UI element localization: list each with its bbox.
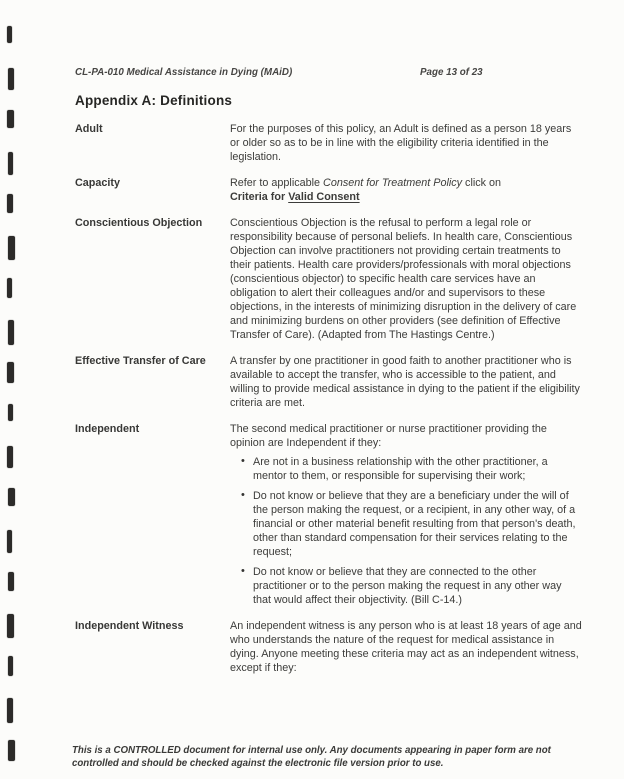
binding-mark — [7, 194, 13, 213]
binding-mark — [8, 236, 15, 260]
definition-term: Capacity — [75, 177, 121, 189]
definition-paragraph — [230, 216, 582, 342]
definition-term: Independent Witness — [75, 620, 184, 632]
definition-body — [230, 619, 582, 675]
bullet-item: • Do not know or believe that they are a beneficiary under the will of the person making the request, or a recipient, in any other way, of a financial or other material benefit resulting from that person's death, other than standard compensation for their services relating to the request; — [240, 489, 582, 559]
page-content — [72, 66, 599, 769]
definition-row — [75, 176, 599, 204]
footer-controlled-notice: This is a CONTROLLED document for internal use only. Any documents appearing in paper form are not controlled and should be checked against the electronic file version prior to use. — [72, 745, 551, 769]
binding-mark — [8, 152, 13, 175]
definition-body — [230, 354, 582, 410]
text-segment: The second medical practitioner or nurse practitioner providing the opinion are Independent if they: — [230, 423, 547, 449]
definition-term: Conscientious Objection — [75, 217, 203, 229]
definitions-list — [75, 122, 599, 675]
definition-row — [75, 216, 599, 342]
definition-term: Independent — [75, 423, 140, 435]
text-segment: Criteria for — [230, 191, 289, 203]
binding-mark — [8, 68, 14, 90]
definition-row — [75, 354, 599, 410]
definition-bullet-list — [230, 455, 582, 607]
definition-paragraph — [230, 422, 582, 450]
text-segment: A transfer by one practitioner in good faith to another practitioner who is available to accept the transfer, who is accessible to the patient, and willing to provide medical assistance in dying to the patient if the eligibility criteria are met. — [230, 355, 580, 409]
valid-consent-link[interactable]: Valid Consent — [288, 191, 360, 203]
definition-paragraph — [230, 122, 582, 164]
binding-mark — [8, 488, 15, 506]
bullet-item: • Do not know or believe that they are connected to the other practitioner or to the person making the request in any other way that would affect their objectivity. (Bill C-14.) — [240, 565, 582, 607]
text-segment: Consent for Treatment Policy — [323, 177, 463, 189]
definition-paragraph — [230, 176, 582, 204]
binding-mark — [8, 740, 15, 761]
text-segment: Conscientious Objection is the refusal to perform a legal role or responsibility because of personal beliefs. In health care, Conscientious Objection can involve practitioners not providing certain treatments to their patients. Health care providers/professionals with moral objections (conscientious objector) to specific health care services have an obligation to alert their colleagues and/or and supervisors to these objections, in the interests of minimizing disruption in the delivery of care and minimizing burdens on other providers (see definition of Effective Transfer of Care). (Adapted from The Hastings Centre.) — [230, 217, 577, 341]
binding-mark — [8, 572, 14, 591]
definition-row — [75, 422, 599, 607]
binding-mark — [7, 614, 14, 638]
definition-term: Adult — [75, 123, 103, 135]
binding-mark — [8, 656, 13, 676]
definition-paragraph — [230, 619, 582, 675]
text-segment: An independent witness is any person who is at least 18 years of age and who understands the nature of the request for medical assistance in dying. Anyone meeting these criteria may act as an independent witness, except if they: — [230, 620, 582, 674]
binding-mark — [7, 446, 13, 468]
text-segment: Refer to applicable — [230, 177, 324, 189]
definition-body — [230, 176, 582, 204]
definition-body — [230, 216, 582, 342]
definition-row — [75, 619, 599, 675]
binding-mark — [7, 530, 12, 553]
text-segment: click on — [462, 177, 502, 189]
binding-mark — [7, 278, 12, 298]
header-doc-id: CL-PA-010 Medical Assistance in Dying (MAiD) — [75, 67, 293, 78]
definition-body — [230, 422, 582, 607]
document-header — [75, 66, 599, 80]
binding-mark — [7, 362, 14, 383]
definition-row — [75, 122, 599, 164]
text-segment: For the purposes of this policy, an Adult is defined as a person 18 years or older so as to be in line with the eligibility criteria identified in the legislation. — [230, 123, 572, 163]
definition-paragraph — [230, 354, 582, 410]
binding-mark — [7, 698, 13, 723]
binding-mark — [8, 320, 14, 345]
binding-mark — [7, 26, 12, 43]
binding-mark — [7, 110, 14, 128]
page-title: Appendix A: Definitions — [75, 93, 233, 108]
header-page-number: Page 13 of 23 — [420, 67, 483, 78]
definition-term: Effective Transfer of Care — [75, 355, 206, 367]
definition-body — [230, 122, 582, 164]
binding-mark — [8, 404, 13, 421]
bullet-item: • Are not in a business relationship with the other practitioner, a mentor to them, or responsible for supervising their work; — [240, 455, 582, 483]
